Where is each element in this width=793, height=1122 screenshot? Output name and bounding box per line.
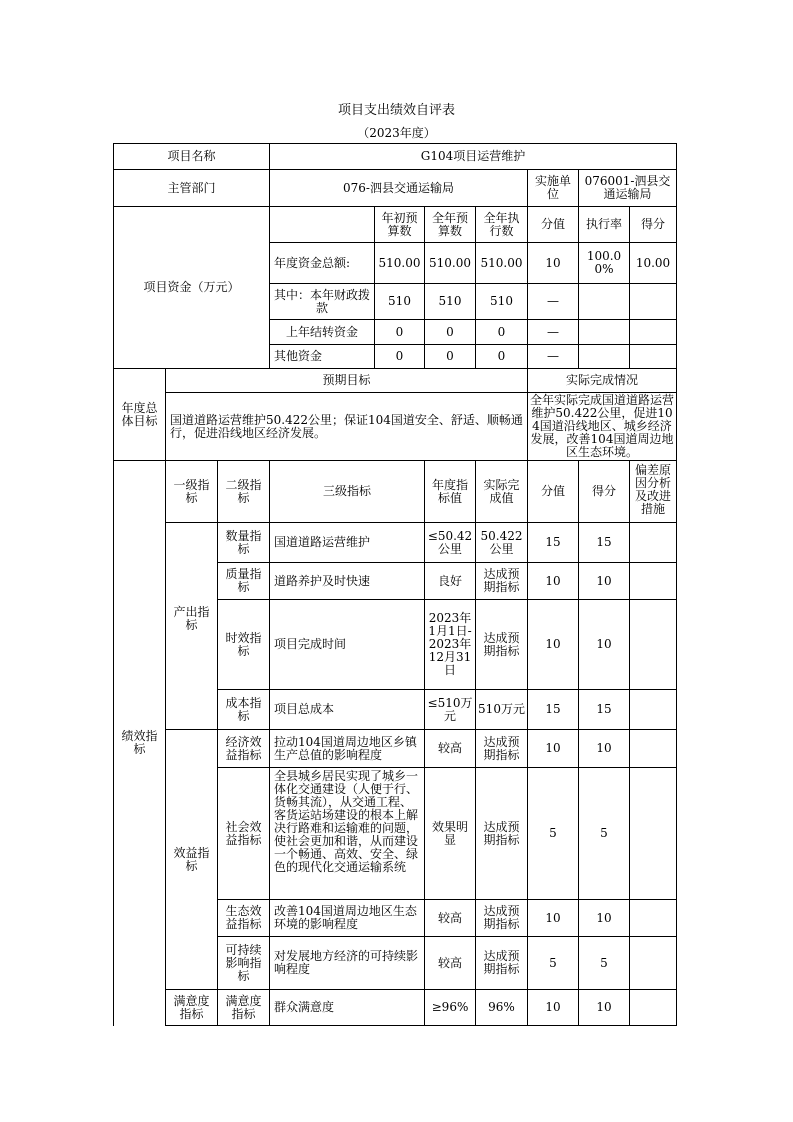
header-deviation: 偏差原因分析及改进措施 xyxy=(630,461,677,523)
indicator-value: 10 xyxy=(528,563,579,600)
group-output xyxy=(166,523,218,730)
indicator-score: 15 xyxy=(579,690,630,730)
fund-initial: 0 xyxy=(375,345,425,369)
impl-label: 实施单位 xyxy=(528,170,579,207)
fund-full: 0 xyxy=(425,320,476,345)
fund-score xyxy=(630,284,677,320)
indicator-level3: 改善104国道周边地区生态环境的影响程度 xyxy=(270,900,425,937)
col-score-value: 分值 xyxy=(528,207,579,243)
indicator-target: 2023年1月1日-2023年12月31日 xyxy=(425,600,476,690)
fund-score: 10.00 xyxy=(630,243,677,284)
indicator-value: 15 xyxy=(528,523,579,563)
project-name-row xyxy=(114,144,677,170)
fund-name: 上年结转资金 xyxy=(270,320,375,345)
indicator-target: 较高 xyxy=(425,900,476,937)
indicator-level2: 满意度指标 xyxy=(218,990,270,1026)
group-output-text: 产出指标 xyxy=(173,605,210,632)
indicator-level3: 群众满意度 xyxy=(270,990,425,1026)
actual-completion-text: 全年实际完成国道道路运营维护50.422公里，促进104国道沿线地区、城乡经济发展，改善104国道周边地区生态环境。 xyxy=(528,393,677,461)
group-satisfaction: 满意度指标 xyxy=(166,990,218,1026)
fund-score xyxy=(630,345,677,369)
fund-rate xyxy=(579,345,630,369)
indicator-level3: 全县城乡居民实现了城乡一体化交通建设（人便于行、货畅其流），从交通工程、客货运站场建设的根本上解决行路难和运输难的问题，使社会更加和谐，从而建设一个畅通、高效、安全、绿色的现代化交通运输系统 xyxy=(270,768,425,900)
group-benefit: 效益指标 xyxy=(166,730,218,990)
indicator-value: 10 xyxy=(528,730,579,768)
department-row xyxy=(114,170,677,207)
fund-full: 510 xyxy=(425,284,476,320)
indicator-level3: 国道道路运营维护 xyxy=(270,523,425,563)
fund-exec: 0 xyxy=(476,345,528,369)
indicator-level3: 项目完成时间 xyxy=(270,600,425,690)
indicator-actual: 96% xyxy=(476,990,528,1026)
fund-initial: 510.00 xyxy=(375,243,425,284)
col-executed: 全年执行数 xyxy=(476,207,528,243)
header-level3: 三级指标 xyxy=(270,461,425,523)
indicator-score: 10 xyxy=(579,990,630,1026)
indicator-row xyxy=(114,990,677,1026)
indicator-note xyxy=(630,690,677,730)
fund-score-value: — xyxy=(528,345,579,369)
indicator-level2: 生态效益指标 xyxy=(218,900,270,937)
indicator-value: 10 xyxy=(528,900,579,937)
fund-exec: 510.00 xyxy=(476,243,528,284)
performance-label: 绩效指标 xyxy=(114,461,166,1026)
indicator-score: 5 xyxy=(579,768,630,900)
funds-label: 项目资金（万元） xyxy=(114,207,270,369)
indicator-target: 较高 xyxy=(425,937,476,990)
indicator-level3: 对发展地方经济的可持续影响程度 xyxy=(270,937,425,990)
indicator-value: 5 xyxy=(528,768,579,900)
indicator-target: 良好 xyxy=(425,563,476,600)
evaluation-table xyxy=(113,143,677,1026)
indicator-level2: 社会效益指标 xyxy=(218,768,270,900)
indicator-note xyxy=(630,600,677,690)
indicator-actual: 达成预期指标 xyxy=(476,900,528,937)
header-actual: 实际完成值 xyxy=(476,461,528,523)
fund-score xyxy=(630,320,677,345)
header-level2: 二级指标 xyxy=(218,461,270,523)
indicator-actual: 50.422公里 xyxy=(476,523,528,563)
indicator-level3: 道路养护及时快速 xyxy=(270,563,425,600)
funds-blank-header xyxy=(270,207,375,243)
indicator-level3: 项目总成本 xyxy=(270,690,425,730)
indicator-value: 15 xyxy=(528,690,579,730)
header-target: 年度指标值 xyxy=(425,461,476,523)
header-level1: 一级指标 xyxy=(166,461,218,523)
indicator-actual: 510万元 xyxy=(476,690,528,730)
fund-rate xyxy=(579,284,630,320)
indicator-target: ≤510万元 xyxy=(425,690,476,730)
indicator-note xyxy=(630,523,677,563)
project-name-value: G104项目运营维护 xyxy=(270,144,677,170)
fund-full: 510.00 xyxy=(425,243,476,284)
indicator-level2: 经济效益指标 xyxy=(218,730,270,768)
page-title: 项目支出绩效自评表 xyxy=(337,103,455,118)
indicator-target: ≤50.42公里 xyxy=(425,523,476,563)
fund-score-value: — xyxy=(528,320,579,345)
indicator-score: 10 xyxy=(579,730,630,768)
indicator-value: 10 xyxy=(528,990,579,1026)
indicator-note xyxy=(630,990,677,1026)
indicator-target: 效果明显 xyxy=(425,768,476,900)
indicator-note xyxy=(630,563,677,600)
col-score: 得分 xyxy=(630,207,677,243)
header-value: 分值 xyxy=(528,461,579,523)
project-name-label: 项目名称 xyxy=(114,144,270,170)
indicator-score: 5 xyxy=(579,937,630,990)
fund-rate: 100.00% xyxy=(579,243,630,284)
performance-header-row xyxy=(114,461,677,523)
dept-value: 076-泗县交通运输局 xyxy=(270,170,528,207)
indicator-score: 10 xyxy=(579,563,630,600)
fund-name: 其他资金 xyxy=(270,345,375,369)
fund-score-value: 10 xyxy=(528,243,579,284)
indicator-level3: 拉动104国道周边地区乡镇生产总值的影响程度 xyxy=(270,730,425,768)
indicator-level2: 质量指标 xyxy=(218,563,270,600)
col-full-budget: 全年预算数 xyxy=(425,207,476,243)
indicator-value: 10 xyxy=(528,600,579,690)
indicator-level2: 成本指标 xyxy=(218,690,270,730)
fund-exec: 0 xyxy=(476,320,528,345)
indicator-note xyxy=(630,768,677,900)
indicator-value: 5 xyxy=(528,937,579,990)
indicator-target: ≥96% xyxy=(425,990,476,1026)
actual-completion-label: 实际完成情况 xyxy=(528,369,677,393)
indicator-level2: 数量指标 xyxy=(218,523,270,563)
indicator-actual: 达成预期指标 xyxy=(476,768,528,900)
indicator-row xyxy=(114,523,677,563)
dept-label: 主管部门 xyxy=(114,170,270,207)
indicator-level2: 时效指标 xyxy=(218,600,270,690)
header-score: 得分 xyxy=(579,461,630,523)
indicator-actual: 达成预期指标 xyxy=(476,730,528,768)
indicator-score: 15 xyxy=(579,523,630,563)
indicator-actual: 达成预期指标 xyxy=(476,937,528,990)
indicator-note xyxy=(630,730,677,768)
fund-rate xyxy=(579,320,630,345)
indicator-target: 较高 xyxy=(425,730,476,768)
indicator-actual: 达成预期指标 xyxy=(476,563,528,600)
goals-row xyxy=(114,393,677,461)
fund-initial: 0 xyxy=(375,320,425,345)
indicator-score: 10 xyxy=(579,600,630,690)
indicator-actual: 达成预期指标 xyxy=(476,600,528,690)
fund-full: 0 xyxy=(425,345,476,369)
funds-header-row xyxy=(114,207,677,243)
fund-name: 年度资金总额: xyxy=(270,243,375,284)
goals-header-row xyxy=(114,369,677,393)
year-subtitle: （2023年度） xyxy=(357,126,436,140)
indicator-score: 10 xyxy=(579,900,630,937)
indicator-note xyxy=(630,937,677,990)
indicator-row xyxy=(114,730,677,768)
expected-goal-label: 预期目标 xyxy=(166,369,528,393)
fund-score-value: — xyxy=(528,284,579,320)
indicator-note xyxy=(630,900,677,937)
col-exec-rate: 执行率 xyxy=(579,207,630,243)
expected-goal-text: 国道道路运营维护50.422公里；保证104国道安全、舒适、顺畅通行，促进沿线地区经济发展。 xyxy=(166,393,528,461)
fund-initial: 510 xyxy=(375,284,425,320)
goals-label: 年度总体目标 xyxy=(114,369,166,461)
fund-exec: 510 xyxy=(476,284,528,320)
fund-name: 其中：本年财政拨款 xyxy=(270,284,375,320)
indicator-level2: 可持续影响指标 xyxy=(218,937,270,990)
col-initial-budget: 年初预算数 xyxy=(375,207,425,243)
impl-value: 076001-泗县交通运输局 xyxy=(579,170,677,207)
